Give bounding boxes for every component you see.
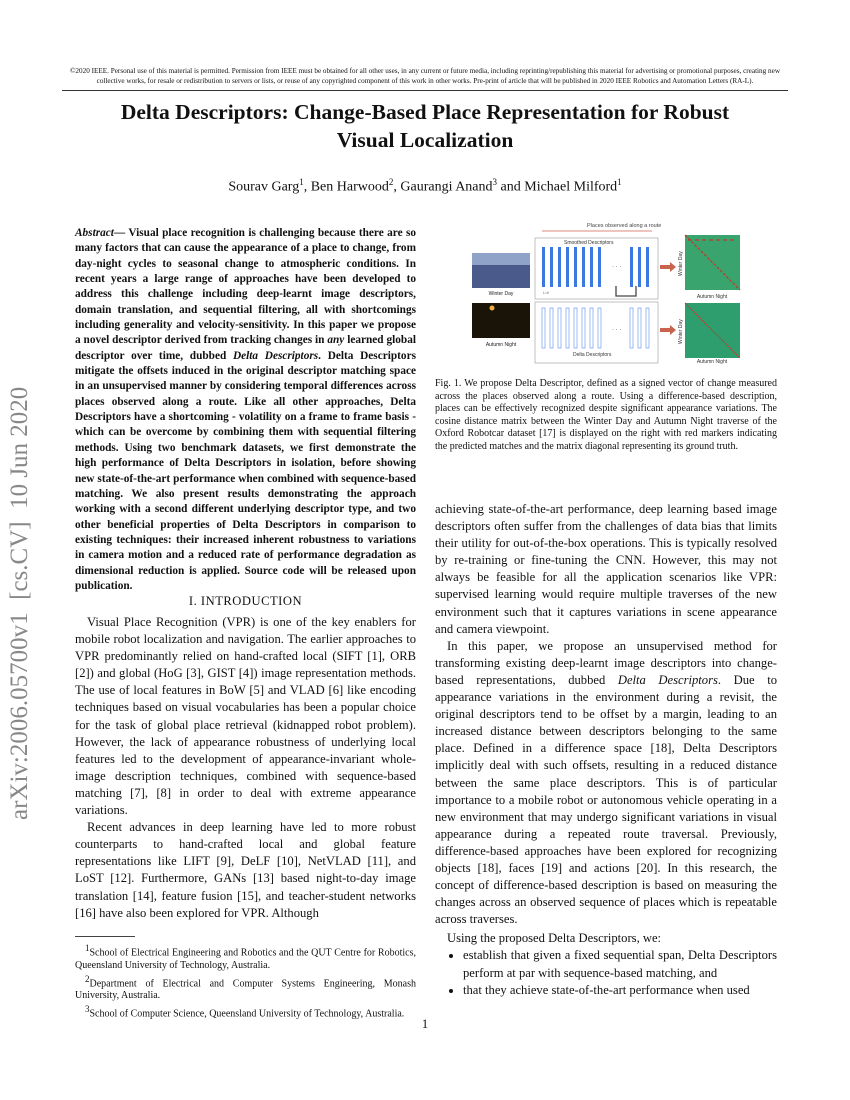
paragraph: Visual Place Recognition (VPR) is one of the key enablers for mobile robot localization and navigation. The earlier approaches to VPR predominantly relied on hand-crafted local (SIFT [1], ORB [2]) and global (HoG [3], GIST [4]) image representation methods. The use of local features in BoW [5] and VLAD [6] like encoding techniques based on visual vocabularies has been a popular choice for the task of global place retrieval (kidnapped robot problem). However, the lack of appearance robustness of underlying local features led to the development of appearance-invariant whole-image description techniques, combined with sequence-based matching [7], [8] in order to deal with extreme appearance variations. [75, 615, 416, 818]
winter-photo-label: Winter Day [488, 291, 514, 297]
abstract-text: learned global descriptor over time, dubbed [75, 334, 416, 362]
abstract-emphasis: Delta Descriptors [232, 349, 319, 362]
author-name: Ben Harwood [310, 179, 389, 195]
right-column-body [435, 501, 777, 999]
abstract-text: Visual place recognition is challenging because there are so many factors that can cause the appearance of a place to change, from day-night cycles to seasonal change to atmospheric conditions. In recent years a large range of approaches have been developed to address this challenge including deep-learnt image descriptors, domain translation, and sequential filtering, all with shortcomings including generality and velocity-sensitivity. In this paper we propose a novel descriptor derived from tracking changes in [75, 227, 417, 347]
section-heading: I. INTRODUCTION [188, 594, 303, 608]
arrow-right-icon [660, 262, 676, 272]
matrix-ylabel: Winter Day [678, 251, 684, 276]
author-name: Gaurangi Anand [400, 179, 493, 195]
ellipsis: · · · [612, 327, 622, 333]
abstract [75, 226, 416, 594]
paragraph: Recent advances in deep learning have led to more robust counterparts to hand-crafted local and global feature representations like LIFT [9], DeLF [10], NetVLAD [11], and LoST [12]. Furthermore, GANs [13] based night-to-day image translation [14], feature fusion [15], and teacher-student networks [16] have also been explored for VPR. Although [75, 820, 416, 920]
author-list [100, 177, 750, 196]
affiliation-mark: 1 [617, 177, 622, 187]
page-number: 1 [421, 1017, 429, 1031]
smoothed-label: Smoothed Descriptors [564, 240, 614, 246]
smoothed-descriptor-bar [574, 247, 577, 287]
author-name: Sourav Garg [228, 179, 300, 195]
separator: and [497, 179, 525, 195]
matrix-xlabel: Autumn Night [696, 359, 728, 364]
copyright-notice: ©2020 IEEE. Personal use of this material is permitted. Permission from IEEE must be obtained for all other uses, in any current or future media, including reprinting/republishing this material for advertising or promotional purposes, creating new collective works, for resale or redistribution to servers or lists, or reuse of any copyrighted component of this work in other works. Pre-print of article that will be published in 2020 IEEE Robotics and Automation Letters (RA-L). [62, 66, 788, 91]
separator: , [303, 179, 311, 195]
abstract-emphasis: any [327, 334, 345, 347]
affiliation-mark: 2 [388, 177, 394, 187]
autumn-photo-label: Autumn Night [485, 342, 517, 348]
delta-label: Delta Descriptors [573, 352, 612, 358]
paragraph: Using the proposed Delta Descriptors, we: [447, 931, 662, 946]
smoothed-descriptor-bar [542, 247, 545, 287]
abstract-text: . Delta Descriptors mitigate the offsets induced in the original descriptor matching space in an unsupervised manner by considering temporal differences across places observed along a route. Like all other approaches, Delta Descriptors have a shortcoming - volatility on a frame to frame basis - which can be overcome by combining them with sequential filtering methods. Using two benchmark datasets, we first demonstrate the high performance of Delta Descriptors in isolation, before showing new state-of-the-art performance when combined with sequence-based matching. We also present results demonstrating the approach working with a second different underlying descriptor type, and two other beneficial properties of Delta Descriptors in comparison to existing techniques: their increased inherent robustness to variations in camera motion and a reduced rate of performance degradation as dimensional reduction is applied. Source code will be released upon publication. [75, 349, 416, 592]
ellipsis: · · · [612, 264, 622, 270]
list-item: • establish that given a fixed sequential span, Delta Descriptors perform at par with sequence-based matching, and [463, 947, 777, 981]
sky [472, 253, 530, 265]
arrow-right-icon [660, 325, 676, 335]
arxiv-identifier: arXiv:2006.05700v1 [cs.CV] 10 Jun 2020 [6, 386, 33, 820]
author-name: Michael Milford [524, 179, 618, 195]
autumn-night-photo [472, 303, 530, 338]
smoothed-descriptor-bar [598, 247, 601, 287]
list-item: • that they achieve state-of-the-art performance when used [463, 982, 777, 999]
affiliation-mark: 3 [492, 177, 498, 187]
footnotes [75, 942, 416, 1021]
figure-1 [466, 216, 796, 364]
span-label: L=5 [543, 291, 549, 295]
matrix-ylabel: Winter Day [678, 319, 684, 344]
smoothed-descriptor-bar [566, 247, 569, 287]
left-column-body [75, 614, 416, 922]
abstract-label: Abstract [75, 227, 114, 239]
footnote-rule [75, 936, 135, 937]
smoothed-descriptor-bar [646, 247, 649, 287]
street-light [490, 306, 495, 311]
figure-caption: Fig. 1. We propose Delta Descriptor, defined as a signed vector of change measured across the places observed along a route. Using a difference-based description, places can be effectively recognized despite significant appearance variations. The cosine distance matrix between the Winter Day and Autumn Night traverse of the Oxford Robotcar dataset [17] is displayed on the right with red markers indicating the predicted matches and the matrix diagonal representing its ground truth. [435, 378, 777, 452]
smoothed-descriptor-bar [638, 247, 641, 287]
paper-title: Delta Descriptors: Change-Based Place Representation for Robust Visual Localization [120, 100, 730, 152]
smoothed-descriptor-bar [582, 247, 585, 287]
footnote: $^2$Department of Electrical and Computer Systems Engineering, Monash University, Australia. [75, 973, 416, 1002]
matrix-xlabel: Autumn Night [696, 294, 728, 300]
smoothed-descriptor-bar [630, 247, 633, 287]
abstract-dash: — [113, 227, 129, 239]
footnote: $^1$School of Electrical Engineering and Robotics and the QUT Centre for Robotics, Queensland University of Technology, Australia. [75, 943, 416, 971]
contribution-list [435, 947, 777, 998]
smoothed-descriptor-bar [558, 247, 561, 287]
affiliation-mark: 1 [299, 177, 304, 187]
smoothed-descriptor-bar [590, 247, 593, 287]
route-label: Places observed along a route [587, 223, 662, 229]
emphasis: Delta Descriptors [617, 672, 718, 687]
footnote: $^3$School of Computer Science, Queensland University of Technology, Australia. [85, 1004, 405, 1020]
separator: , [393, 179, 401, 195]
smoothed-descriptor-bar [550, 247, 553, 287]
paragraph: achieving state-of-the-art performance, deep learning based image descriptors often suffer from the challenges of data bias that limits their utility for out-of-the-box operations. This is typically resolved by re-training or fine-tuning the CNN. However, this may not always be feasible for all the application scenarios like VPR: supervised learning would require multiple traverses of the new environment such that it captures variations in scene appearance and camera viewpoint. [435, 502, 777, 636]
paragraph: In this paper, we propose an unsupervised method for transforming existing deep-learnt image descriptors into change-based representations, dubbed Delta Descriptors. Due to appearance variations in the environment during a revisit, the original descriptors tend to be offset by a margin, leading to an increased distance between descriptors belonging to the same place. Defined in a difference space [18], Delta Descriptors implicitly deal with such offsets, resulting in a reduced distance between the same place descriptors. This is of particular importance to a mobile robot or autonomous vehicle operating in a new environment that may undergo significant variations in visual appearance during a repeated route traversal. Previously, difference-based approaches have been explored for recognizing objects [18], faces [19] and actions [20]. In this research, the concept of difference-based description is based on measuring the changes across an observed sequence of places which is repeatable across traverses. [435, 638, 777, 927]
